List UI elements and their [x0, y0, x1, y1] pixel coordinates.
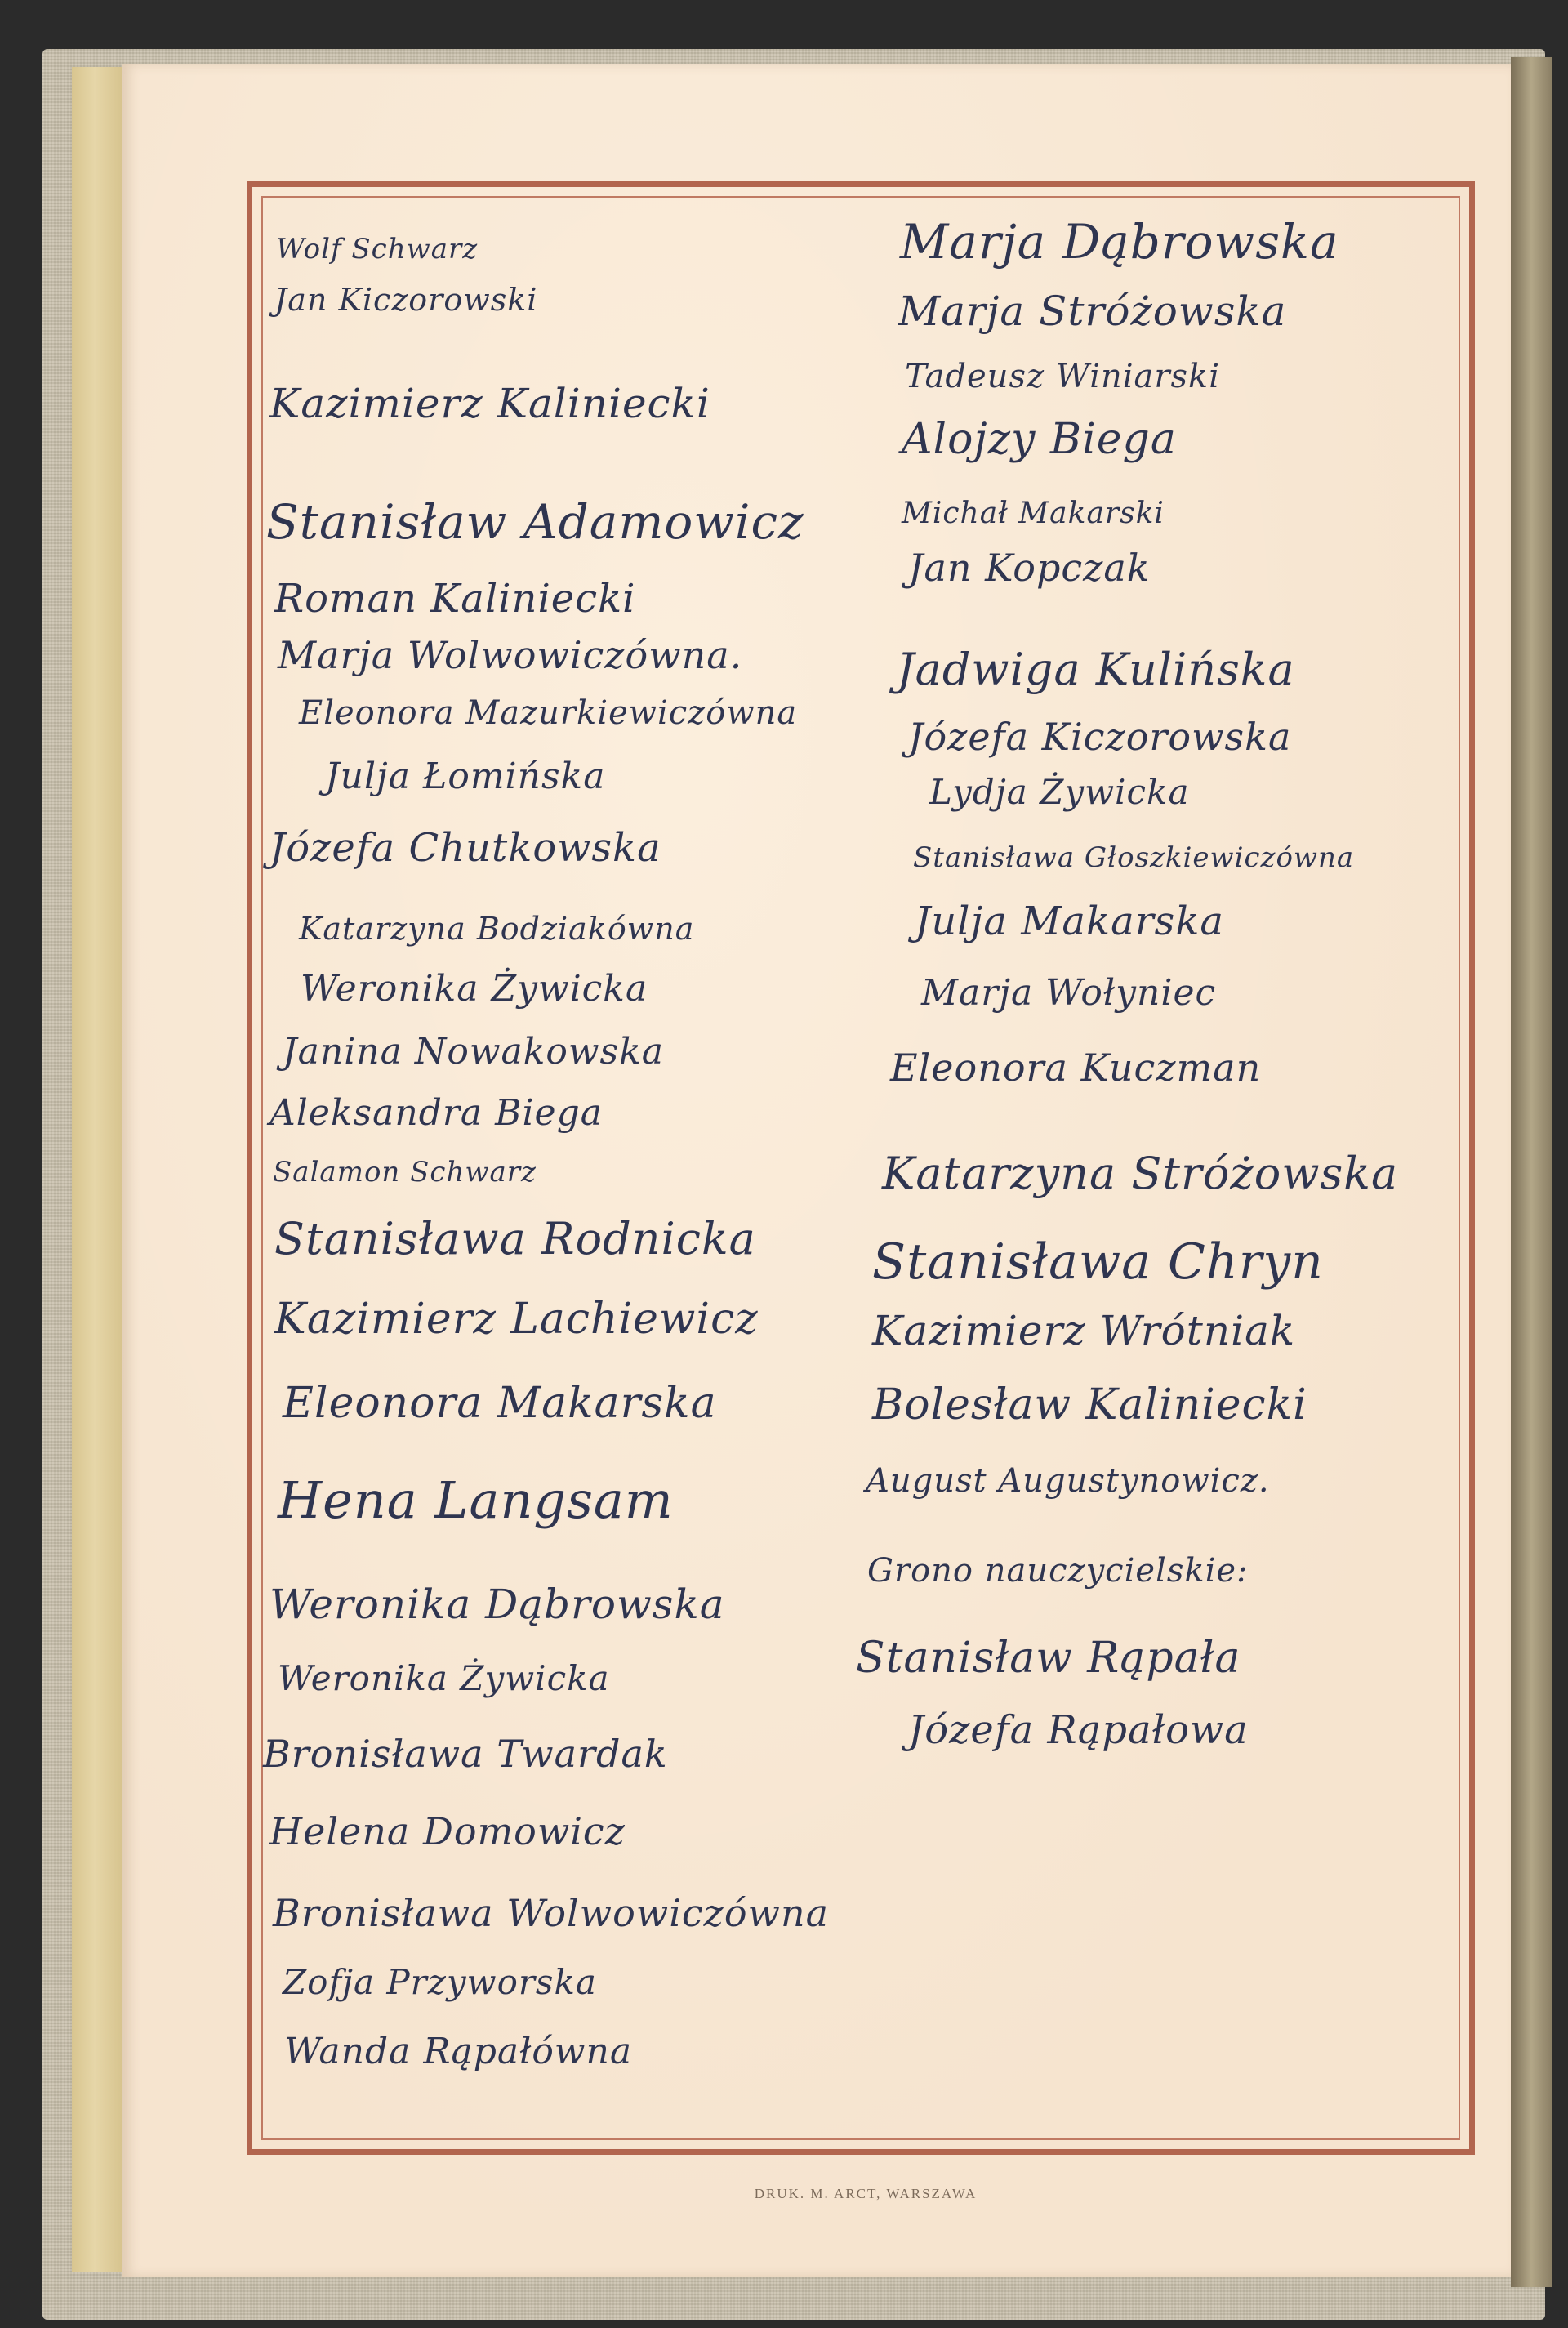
signature: Kazimierz Wrótniak — [872, 1307, 1296, 1354]
signature: Eleonora Makarska — [283, 1379, 717, 1428]
signature: August Augustynowicz. — [866, 1462, 1270, 1500]
signature: Wanda Rąpałówna — [284, 2031, 633, 2072]
signature: Katarzyna Stróżowska — [882, 1148, 1399, 1199]
signature: Weronika Żywicka — [301, 968, 648, 1010]
signature: Bronisława Twardak — [263, 1732, 668, 1776]
signature: Kazimierz Lachiewicz — [274, 1295, 759, 1344]
signature: Stanisława Rodnicka — [274, 1213, 756, 1264]
signature: Roman Kaliniecki — [274, 576, 636, 622]
signature: Julja Łomińska — [325, 756, 606, 797]
signature: Bolesław Kaliniecki — [872, 1380, 1307, 1429]
signature: Stanisława Chryn — [872, 1233, 1324, 1291]
signature: Józefa Kiczorowska — [908, 715, 1292, 759]
printer-imprint: DRUK. M. ARCT, WARSZAWA — [754, 2186, 978, 2201]
signature: Jan Kopczak — [908, 546, 1151, 590]
right-page-edge — [1511, 57, 1552, 2287]
signature: Eleonora Mazurkiewiczówna — [299, 694, 798, 732]
signature: Weronika Dąbrowska — [270, 1581, 725, 1628]
signature: Marja Wołyniec — [921, 972, 1217, 1014]
signature: Aleksandra Biega — [270, 1092, 603, 1134]
signature: Michał Makarski — [902, 497, 1165, 530]
signature: Stanisław Adamowicz — [266, 494, 804, 550]
page-edges — [72, 67, 129, 2272]
signature: Alojzy Biega — [902, 415, 1177, 464]
signature: Helena Domowicz — [270, 1809, 626, 1853]
signature: Salamon Schwarz — [273, 1156, 537, 1189]
signature: Katarzyna Bodziakówna — [299, 911, 695, 947]
signature: Tadeusz Winiarski — [905, 358, 1221, 395]
signature: Wolf Schwarz — [276, 233, 479, 265]
signature: Bronisława Wolwowiczówna — [273, 1891, 830, 1935]
signature: Marja Dąbrowska — [900, 214, 1339, 270]
signature: Weronika Żywicka — [278, 1658, 610, 1698]
signature: Marja Wolwowiczówna. — [278, 633, 743, 677]
signature: Józefa Chutkowska — [270, 825, 662, 871]
signature: Eleonora Kuczman — [890, 1046, 1262, 1090]
signature: Janina Nowakowska — [283, 1031, 665, 1073]
teacher-signature: Józefa Rąpałowa — [908, 1707, 1249, 1753]
signature: Julja Makarska — [915, 899, 1225, 944]
teacher-signature: Stanisław Rąpała — [856, 1634, 1241, 1683]
signature: Zofja Przyworska — [283, 1962, 597, 2002]
teachers-heading: Grono nauczycielskie: — [867, 1552, 1249, 1590]
signature: Kazimierz Kaliniecki — [270, 380, 710, 427]
signature: Lydja Żywicka — [929, 772, 1190, 812]
signature: Jadwiga Kulińska — [897, 644, 1295, 695]
signature: Marja Stróżowska — [898, 288, 1287, 335]
signature: Jan Kiczorowski — [274, 282, 538, 318]
signature: Stanisława Głoszkiewiczówna — [913, 841, 1355, 874]
signature: Hena Langsam — [278, 1470, 674, 1530]
